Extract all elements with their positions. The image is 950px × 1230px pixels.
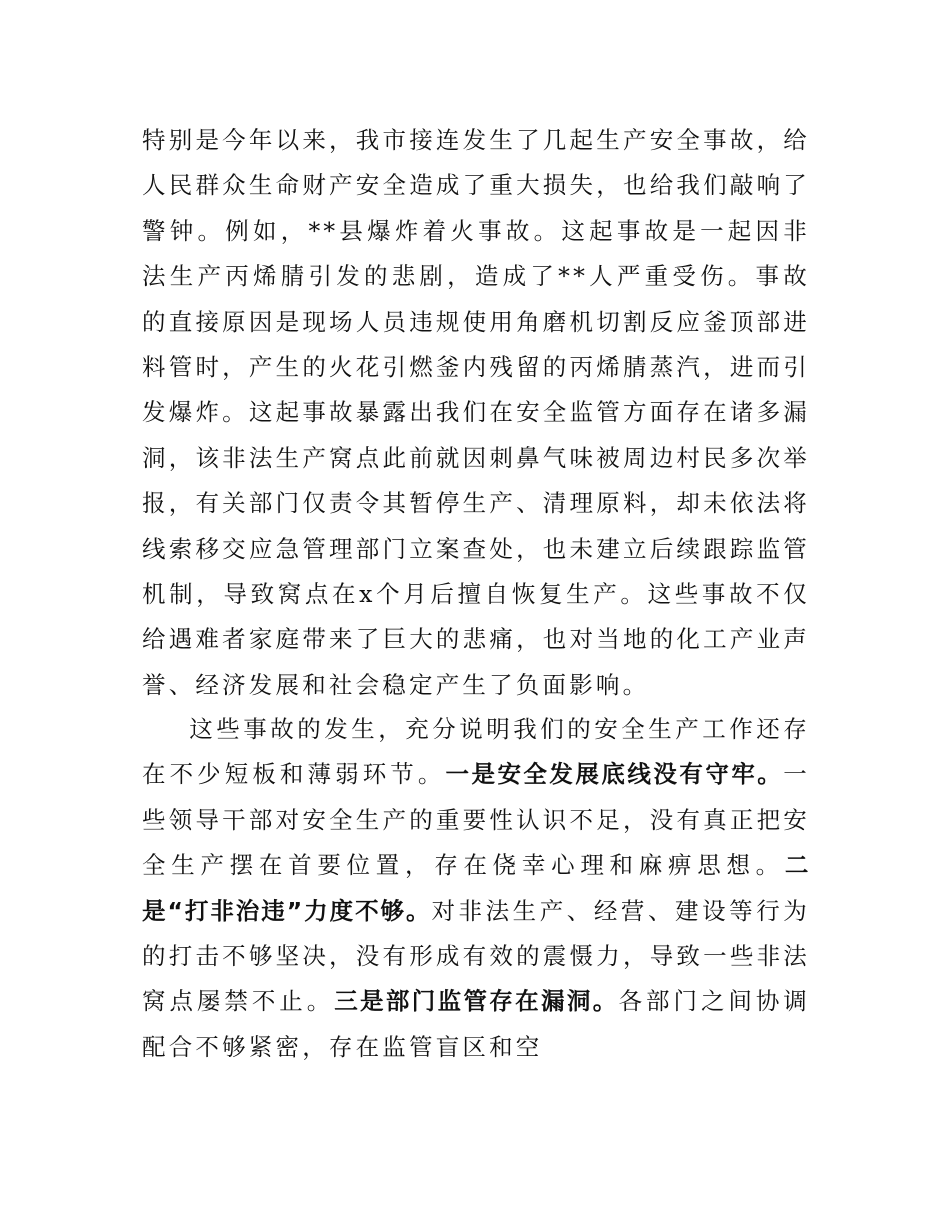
- paragraph-2-intro: 这些事故的发生，充分说明我们的安全生产工作还存在不少短板和薄弱环节。: [142, 715, 810, 789]
- point-2-text: 对非法生产、经营、建设等行为的打击不够坚决，没有形成有效的震慑力，导致一些非法窝点屡禁不止。: [142, 896, 810, 1016]
- point-1-text: 一些领导干部对安全生产的重要性认识不足，没有真正把安全生产摆在首要位置，存在侥幸心理和麻痹思想。: [142, 760, 810, 880]
- point-2-heading: 二是“打非治违”力度不够。: [142, 851, 810, 925]
- paragraph-accident-description: [142, 118, 810, 708]
- point-1-heading: 一是安全发展底线没有守牢。: [445, 760, 784, 789]
- point-3-heading: 三是部门监管存在漏洞。: [334, 987, 619, 1016]
- point-3-text: 各部门之间协调配合不够紧密，存在监管盲区和空: [142, 987, 810, 1061]
- paragraph-1-text: 特别是今年以来，我市接连发生了几起生产安全事故，给人民群众生命财产安全造成了重大损失，也给我们敲响了警钟。例如，**县爆炸着火事故。这起事故是一起因非法生产丙烯腈引发的悲剧，造成了**人严重受伤。事故的直接原因是现场人员违规使用角磨机切割反应釜顶部进料管时，产生的火花引燃釜内残留的丙烯腈蒸汽，进而引发爆炸。这起事故暴露出我们在安全监管方面存在诸多漏洞，该非法生产窝点此前就因刺鼻气味被周边村民多次举报，有关部门仅责令其暂停生产、清理原料，却未依法将线索移交应急管理部门立案查处，也未建立后续跟踪监管机制，导致窝点在x个月后擅自恢复生产。这些事故不仅给遇难者家庭带来了巨大的悲痛，也对当地的化工产业声誉、经济发展和社会稳定产生了负面影响。: [142, 126, 810, 699]
- paragraph-problem-analysis: [142, 707, 810, 1070]
